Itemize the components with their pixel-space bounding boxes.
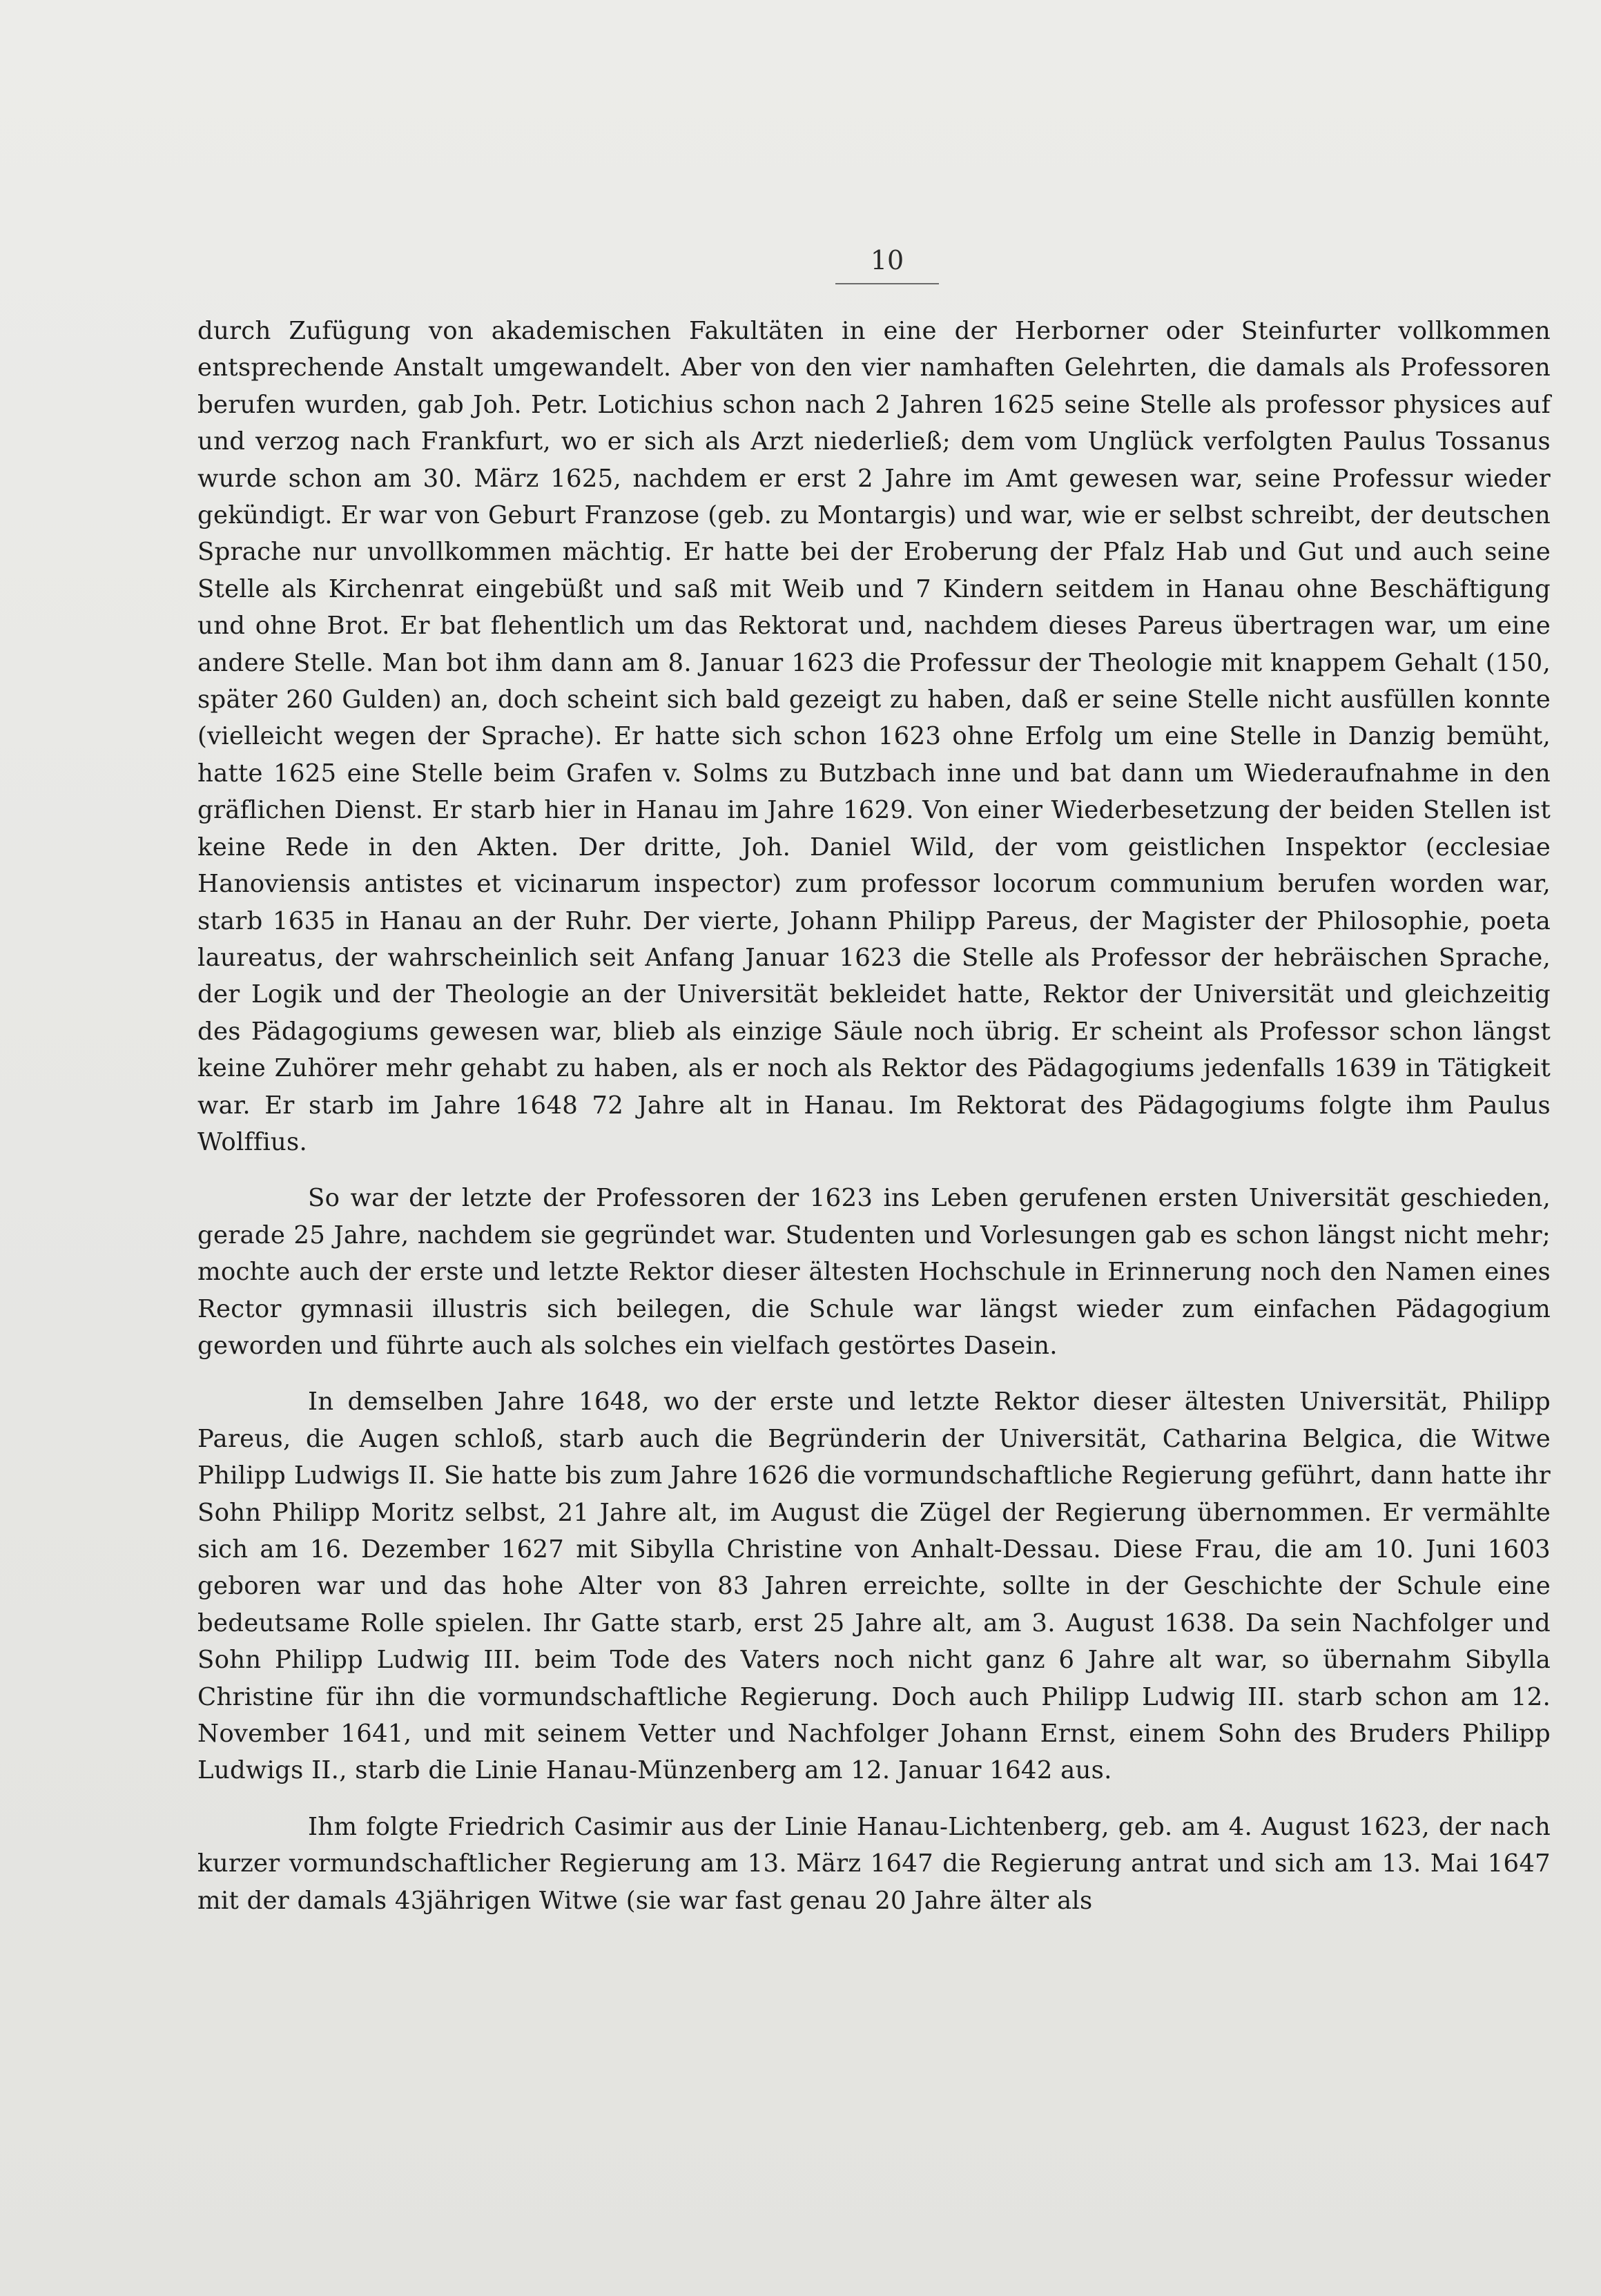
paragraph: Ihm folgte Friedrich Casimir aus der Linie Hanau-Lichtenberg, geb. am 4. August 1623, der nach kurzer vormundschaftlicher Regierung am 13. März 1647 die Regierung antrat und sich am 13. Mai 1647 mit der damals 43jährigen Witwe (sie war fast genau 20 Jahre älter als [197, 1812, 1551, 1915]
paragraph: durch Zufügung von akademischen Fakultäten in eine der Herborner oder Steinfurter vollkommen entsprechende Anstalt umgewandelt. Aber von den vier namhaften Gelehrten, die damals als Professoren berufen wurden, gab Joh. Petr. Lotichius schon nach 2 Jahren 1625 seine Stelle als professor physices auf und verzog nach Frankfurt, wo er sich als Arzt niederließ; dem vom Unglück verfolgten Paulus Tossanus wurde schon am 30. März 1625, nachdem er erst 2 Jahre im Amt gewesen war, seine Professur wieder gekündigt. Er war von Geburt Franzose (geb. zu Montargis) und war, wie er selbst schreibt, der deutschen Sprache nur unvollkommen mächtig. Er hatte bei der Eroberung der Pfalz Hab und Gut und auch seine Stelle als Kirchenrat eingebüßt und saß mit Weib und 7 Kindern seitdem in Hanau ohne Beschäftigung und ohne Brot. Er bat flehentlich um das Rektorat und, nachdem dieses Pareus übertragen war, um eine andere Stelle. Man bot ihm dann am 8. Januar 1623 die Professur der Theologie mit knappem Gehalt (150, später 260 Gulden) an, doch scheint sich bald gezeigt zu haben, daß er seine Stelle nicht ausfüllen konnte (vielleicht wegen der Sprache). Er hatte sich schon 1623 ohne Erfolg um eine Stelle in Danzig bemüht, hatte 1625 eine Stelle beim Grafen v. Solms zu Butzbach inne und bat dann um Wiederaufnahme in den gräflichen Dienst. Er starb hier in Hanau im Jahre 1629. Von einer Wiederbesetzung der beiden Stellen ist keine Rede in den Akten. Der dritte, Joh. Daniel Wild, der vom geistlichen Inspektor (ecclesiae Hanoviensis antistes et vicinarum inspector) zum professor locorum communium berufen worden war, starb 1635 in Hanau an der Ruhr. Der vierte, Johann Philipp Pareus, der Magister der Philosophie, poeta laureatus, der wahrscheinlich seit Anfang Januar 1623 die Stelle als Professor der hebräischen Sprache, der Logik und der Theologie an der Universität bekleidet hatte, Rektor der Universität und gleichzeitig des Pädagogiums gewesen war, blieb als einzige Säule noch übrig. Er scheint als Professor schon längst keine Zuhörer mehr gehabt zu haben, als er noch als Rektor des Pädagogiums jedenfalls 1639 in Tätigkeit war. Er starb im Jahre 1648 72 Jahre alt in Hanau. Im Rektorat des Pädagogiums folgte ihm Paulus Wolffius. [197, 317, 1551, 1156]
page-number: 10 [870, 245, 904, 275]
paragraph: So war der letzte der Professoren der 1623 ins Leben gerufenen ersten Universität geschieden, gerade 25 Jahre, nachdem sie gegründet war. Studenten und Vorlesungen gab es schon längst nicht mehr; mochte auch der erste und letzte Rektor dieser ältesten Hochschule in Erinnerung noch den Namen eines Rector gymnasii illustris sich beilegen, die Schule war längst wieder zum einfachen Pädagogium geworden und führte auch als solches ein vielfach gestörtes Dasein. [197, 1184, 1551, 1360]
paragraph-gap [197, 1364, 1551, 1383]
paragraph: In demselben Jahre 1648, wo der erste und letzte Rektor dieser ältesten Universität, Philipp Pareus, die Augen schloß, starb auch die Begründerin der Universität, Catharina Belgica, die Witwe Philipp Ludwigs II. Sie hatte bis zum Jahre 1626 die vormundschaftliche Regierung geführt, dann hatte ihr Sohn Philipp Moritz selbst, 21 Jahre alt, im August die Zügel der Regierung übernommen. Er vermählte sich am 16. Dezember 1627 mit Sibylla Christine von Anhalt-Dessau. Diese Frau, die am 10. Juni 1603 geboren war und das hohe Alter von 83 Jahren erreichte, sollte in der Geschichte der Schule eine bedeutsame Rolle spielen. Ihr Gatte starb, erst 25 Jahre alt, am 3. August 1638. Da sein Nachfolger und Sohn Philipp Ludwig III. beim Tode des Vaters noch nicht ganz 6 Jahre alt war, so übernahm Sibylla Christine für ihn die vormundschaftliche Regierung. Doch auch Philipp Ludwig III. starb schon am 12. November 1641, und mit seinem Vetter und Nachfolger Johann Ernst, einem Sohn des Bruders Philipp Ludwigs II., starb die Linie Hanau-Münzenberg am 12. Januar 1642 aus. [197, 1388, 1551, 1785]
paragraph-gap [197, 1789, 1551, 1809]
body-text [197, 313, 1551, 1919]
paragraph-gap [197, 1160, 1551, 1180]
page-number-rule [835, 283, 939, 284]
